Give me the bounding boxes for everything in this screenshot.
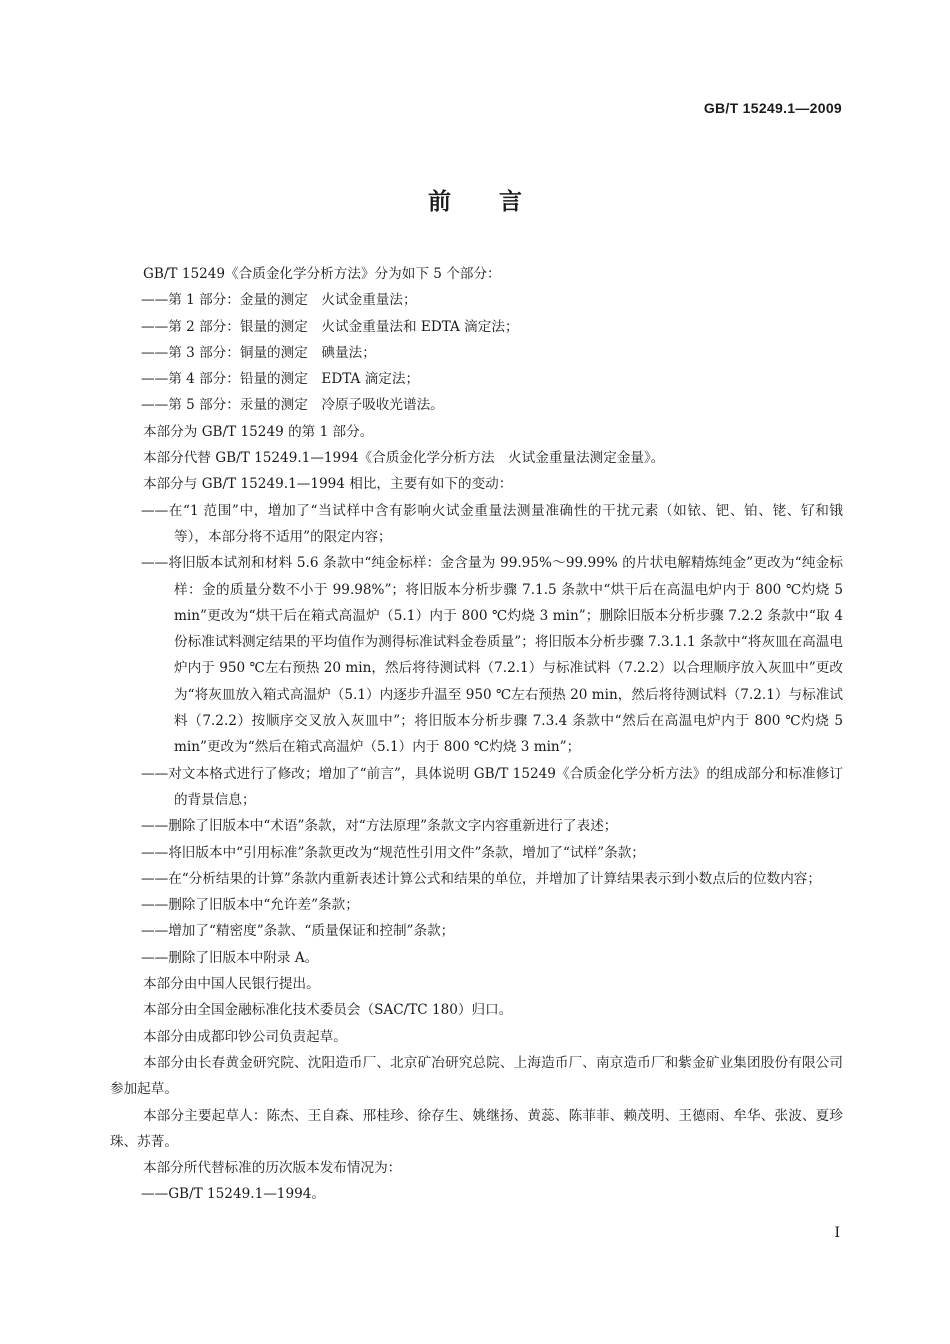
list-item: ——在“分析结果的计算”条款内重新表述计算公式和结果的单位，并增加了计算结果表示到小数点后的位数内容； xyxy=(141,870,821,887)
list-item: ——第 4 部分：铅量的测定 EDTA 滴定法； xyxy=(141,371,420,388)
paragraph: 本部分与 GB/T 15249.1—1994 相比，主要有如下的变动： xyxy=(143,476,513,493)
page-number: I xyxy=(834,1225,840,1241)
list-item: ——将旧版本中“引用标准”条款更改为“规范性引用文件”条款，增加了“试样”条款； xyxy=(141,844,645,861)
page-title: 前言 xyxy=(428,189,570,215)
list-item: ——GB/T 15249.1—1994。 xyxy=(141,1186,326,1203)
paragraph: 本部分由长春黄金研究院、沈阳造币厂、北京矿冶研究总院、上海造币厂、南京造币厂和紫金矿业集团股份有限公司参加起草。 xyxy=(110,1054,843,1098)
list-item: ——第 3 部分：铜量的测定 碘量法； xyxy=(141,344,376,361)
list-item: ——第 5 部分：汞量的测定 冷原子吸收光谱法。 xyxy=(141,397,444,414)
paragraph: GB/T 15249《合质金化学分析方法》分为如下 5 个部分： xyxy=(143,266,501,282)
list-item: ——增加了“精密度”条款、“质量保证和控制”条款； xyxy=(141,923,455,940)
list-item: ——删除了旧版本中“术语”条款，对“方法原理”条款文字内容重新进行了表述； xyxy=(141,818,618,835)
standard-number: GB/T 15249.1—2009 xyxy=(703,100,842,116)
paragraph: 本部分由中国人民银行提出。 xyxy=(143,976,320,993)
list-item: ——将旧版本试剂和材料 5.6 条款中“纯金标样：金含量为 99.95%～99.99% 的片状电解精炼纯金”更改为“纯金标样：金的质量分数不小于 99.98%”；将旧版本分析步骤 7.1.5 条款中“烘干后在高温电炉内于 800 ℃灼烧 5 min”更改为“烘干后在箱式高温炉（5.1）内于 800 ℃灼烧 3 min”；删除旧版本分析步骤 7.2.2 条款中“取 4 份标准试料测定结果的平均值作为测得标准试料金卷质量”；将旧版本分析步骤 7.3.1.1 条款中“将灰皿在高温电炉内于 950 ℃左右预热 20 min，然后将待测试料（7.2.1）与标准试料（7.2.2）以合理顺序放入灰皿中”更改为“将灰皿放入箱式高温炉（5.1）内逐步升温至 950 ℃左右预热 20 min，然后将待测试料（7.2.1）与标准试料（7.2.2）按顺序交叉放入灰皿中”；将旧版本分析步骤 7.3.4 条款中“然后在高温电炉内于 800 ℃灼烧 5 min”更改为“然后在箱式高温炉（5.1）内于 800 ℃灼烧 3 min”； xyxy=(141,555,843,756)
paragraph: 本部分由成都印钞公司负责起草。 xyxy=(143,1028,347,1045)
foreword-body xyxy=(110,261,843,1208)
list-item: ——删除了旧版本中“允许差”条款； xyxy=(141,897,359,914)
paragraph: 本部分代替 GB/T 15249.1—1994《合质金化学分析方法 火试金重量法测定金量》。 xyxy=(143,450,665,467)
list-item: ——删除了旧版本中附录 A。 xyxy=(141,949,319,966)
list-item: ——在“1 范围”中，增加了“当试样中含有影响火试金重量法测量准确性的干扰元素（如铱、钯、铂、铑、钌和锇等），本部分将不适用”的限定内容； xyxy=(141,502,843,545)
list-item: ——第 1 部分：金量的测定 火试金重量法； xyxy=(141,292,417,309)
list-item: ——对文本格式进行了修改；增加了“前言”，具体说明 GB/T 15249《合质金化学分析方法》的组成部分和标准修订的背景信息； xyxy=(141,765,843,808)
paragraph: 本部分由全国金融标准化技术委员会（SAC/TC 180）归口。 xyxy=(143,1002,513,1019)
paragraph: 本部分为 GB/T 15249 的第 1 部分。 xyxy=(143,423,374,440)
paragraph: 本部分所代替标准的历次版本发布情况为： xyxy=(143,1160,402,1177)
list-item: ——第 2 部分：银量的测定 火试金重量法和 EDTA 滴定法； xyxy=(141,318,519,335)
paragraph: 本部分主要起草人：陈杰、王自森、邢桂珍、徐存生、姚继扬、黄蕊、陈菲菲、赖茂明、王德雨、牟华、张波、夏珍珠、苏菁。 xyxy=(110,1107,843,1150)
